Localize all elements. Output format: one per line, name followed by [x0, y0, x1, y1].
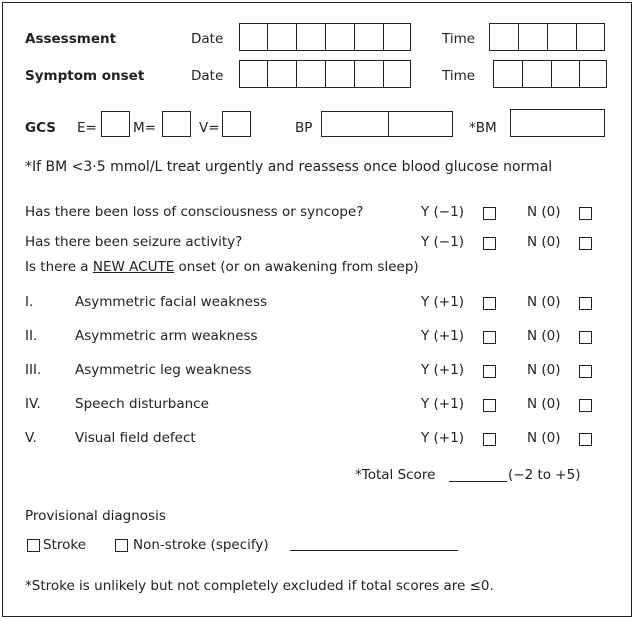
- rosier-form: [2, 2, 632, 617]
- gcs-v-label: V=: [199, 120, 220, 136]
- question-seizure-yes-label: Y (−1): [421, 234, 464, 250]
- item-arm-no-checkbox[interactable]: [579, 331, 592, 344]
- question-syncope-yes-label: Y (−1): [421, 204, 464, 220]
- item-facial-yes-checkbox[interactable]: [483, 297, 496, 310]
- assessment-time-field[interactable]: [489, 23, 605, 51]
- item-number: I.: [25, 294, 34, 310]
- item-no-label: N (0): [527, 430, 561, 446]
- question-syncope-yes-checkbox[interactable]: [483, 207, 496, 220]
- onset-time-field[interactable]: [493, 60, 607, 88]
- item-no-label: N (0): [527, 396, 561, 412]
- non-stroke-label: Non-stroke (specify): [133, 537, 269, 553]
- provisional-diagnosis-label: Provisional diagnosis: [25, 508, 166, 524]
- item-yes-label: Y (+1): [421, 294, 464, 310]
- onset-question: [25, 261, 419, 275]
- bm-warning: *If BM <3·5 mmol/L treat urgently and reassess once blood glucose normal: [25, 159, 553, 175]
- total-score-label: *Total Score: [355, 467, 436, 483]
- item-no-label: N (0): [527, 362, 561, 378]
- gcs-v-field[interactable]: [222, 111, 251, 137]
- bp-field[interactable]: [321, 111, 453, 137]
- item-no-label: N (0): [527, 294, 561, 310]
- item-yes-label: Y (+1): [421, 362, 464, 378]
- item-visual-yes-checkbox[interactable]: [483, 433, 496, 446]
- onset-emphasis: NEW ACUTE: [92, 259, 175, 275]
- non-stroke-checkbox[interactable]: [115, 539, 128, 552]
- total-score-field[interactable]: [449, 481, 507, 482]
- item-number: V.: [25, 430, 37, 446]
- item-arm-yes-checkbox[interactable]: [483, 331, 496, 344]
- gcs-e-field[interactable]: [101, 111, 130, 137]
- item-no-label: N (0): [527, 328, 561, 344]
- stroke-label: Stroke: [43, 537, 87, 553]
- item-leg-yes-checkbox[interactable]: [483, 365, 496, 378]
- item-yes-label: Y (+1): [421, 396, 464, 412]
- item-yes-label: Y (+1): [421, 430, 464, 446]
- footnote: *Stroke is unlikely but not completely excluded if total scores are ≤0.: [25, 578, 494, 594]
- question-syncope-no-checkbox[interactable]: [579, 207, 592, 220]
- item-speech-yes-checkbox[interactable]: [483, 399, 496, 412]
- question-seizure-no-checkbox[interactable]: [579, 237, 592, 250]
- question-seizure-no-label: N (0): [527, 234, 561, 250]
- item-speech-disturbance: Speech disturbance: [75, 396, 209, 412]
- assessment-time-label: Time: [442, 31, 476, 47]
- item-leg-no-checkbox[interactable]: [579, 365, 592, 378]
- item-number: IV.: [25, 396, 41, 412]
- question-seizure: Has there been seizure activity?: [25, 234, 243, 250]
- onset-date-label: Date: [191, 68, 224, 84]
- item-arm-weakness: Asymmetric arm weakness: [75, 328, 258, 344]
- item-number: II.: [25, 328, 38, 344]
- onset-date-field[interactable]: [239, 60, 411, 88]
- item-number: III.: [25, 362, 42, 378]
- total-score-range: (−2 to +5): [508, 467, 581, 483]
- item-visual-field-defect: Visual field defect: [75, 430, 196, 446]
- item-leg-weakness: Asymmetric leg weakness: [75, 362, 252, 378]
- assessment-label: Assessment: [25, 31, 117, 47]
- gcs-label: GCS: [25, 120, 56, 136]
- question-seizure-yes-checkbox[interactable]: [483, 237, 496, 250]
- onset-prefix: Is there a: [25, 259, 89, 275]
- item-facial-no-checkbox[interactable]: [579, 297, 592, 310]
- assessment-date-label: Date: [191, 31, 224, 47]
- item-yes-label: Y (+1): [421, 328, 464, 344]
- assessment-date-field[interactable]: [239, 23, 411, 51]
- item-visual-no-checkbox[interactable]: [579, 433, 592, 446]
- item-facial-weakness: Asymmetric facial weakness: [75, 294, 268, 310]
- bm-field[interactable]: [510, 109, 605, 137]
- question-syncope: Has there been loss of consciousness or syncope?: [25, 204, 364, 220]
- question-syncope-no-label: N (0): [527, 204, 561, 220]
- stroke-checkbox[interactable]: [27, 539, 40, 552]
- gcs-m-field[interactable]: [162, 111, 191, 137]
- gcs-m-label: M=: [133, 120, 156, 136]
- bm-label: *BM: [469, 120, 497, 136]
- non-stroke-specify-field[interactable]: [290, 550, 458, 551]
- onset-time-label: Time: [442, 68, 476, 84]
- symptom-onset-label: Symptom onset: [25, 68, 145, 84]
- onset-suffix: onset (or on awakening from sleep): [178, 259, 419, 275]
- bp-label: BP: [295, 120, 313, 136]
- gcs-e-label: E=: [77, 120, 97, 136]
- item-speech-no-checkbox[interactable]: [579, 399, 592, 412]
